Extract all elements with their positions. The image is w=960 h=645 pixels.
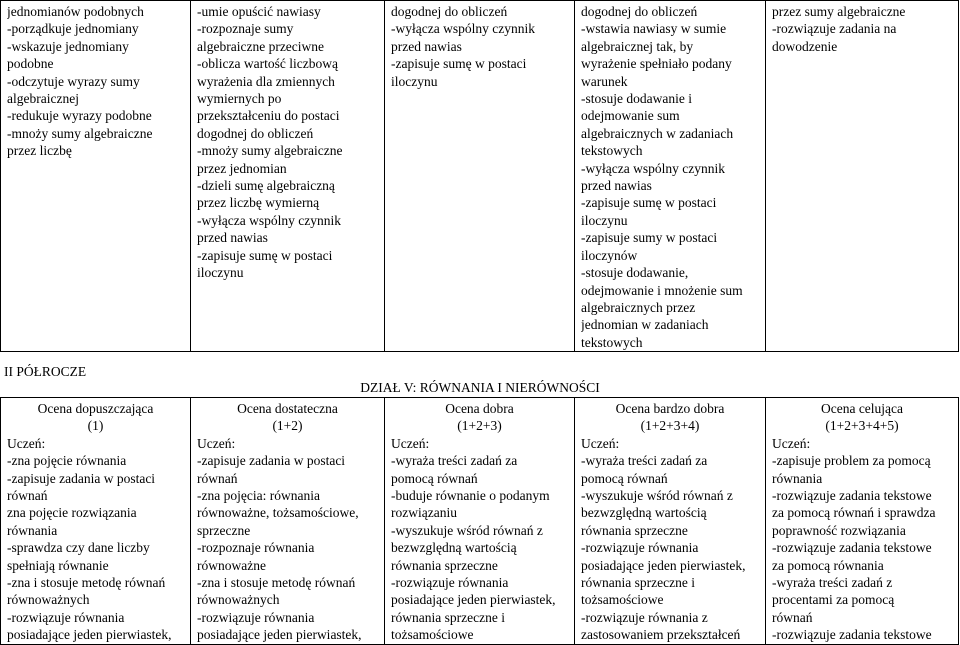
grade-2-header [197,400,378,435]
grade-3-header [391,400,568,435]
grade-col-1 [1,398,191,645]
criteria-line: -zna i stosuje metodę równań [197,575,356,591]
criteria-line: równania sprzeczne [391,557,498,573]
criteria-line: jednomianów podobnych [7,4,144,19]
criteria-line: przed nawias [391,38,462,54]
criteria-line: tekstowych [581,334,643,350]
criteria-line: zna pojęcie rozwiązania [7,505,137,521]
grade-header-line: Ocena dobra [445,401,514,416]
criteria-line: pomocą równań [581,470,668,486]
grade-2-lines [197,435,378,644]
grade-header-line: Ocena celująca [820,401,904,416]
grades-row [1,398,959,645]
criteria-line: posiadające jeden pierwiastek, [581,557,746,573]
grade-header-line: Ocena dopuszczająca [37,401,154,416]
criteria-line: -zapisuje sumy w postaci [581,230,718,246]
criteria-line: -rozwiązuje równania z [581,609,708,625]
criteria-line: -wyłącza wspólny czynnik [581,160,725,176]
top-col-1-lines [7,3,184,160]
criteria-line: równań [197,470,238,486]
criteria-line: równoważnych [197,592,280,608]
criteria-line: algebraiczne przeciwne [197,38,325,54]
criteria-line: -zapisuje sumę w postaci [581,195,717,211]
criteria-line: dogodnej do obliczeń [391,4,508,19]
criteria-line: -mnoży sumy algebraiczne [197,143,343,159]
criteria-line: równania sprzeczne i [581,575,695,591]
criteria-line: tożsamościowe [581,592,664,608]
grade-header-line: Ocena bardzo dobra [615,401,725,416]
grade-1-lines [7,435,184,644]
criteria-line: -wyraża treści zadań za [581,453,708,469]
criteria-line: Uczeń: [7,435,46,451]
criteria-line: -umie opuścić nawiasy [197,4,321,19]
criteria-line: -zapisuje sumę w postaci [197,247,333,263]
criteria-line: -porządkuje jednomiany [7,21,139,37]
criteria-line: za pomocą równań i sprawdza [772,505,936,521]
criteria-line: odejmowanie i mnożenie sum [581,282,743,298]
criteria-line: -mnoży sumy algebraiczne [7,125,153,141]
criteria-line: -stosuje dodawanie i [581,91,692,107]
grade-header-line: Ocena dostateczna [237,401,338,416]
criteria-line: iloczynów [581,247,638,263]
criteria-line: -rozwiązuje zadania tekstowe [772,627,932,643]
criteria-line: algebraicznych przez [581,299,696,315]
criteria-line: -dzieli sumę algebraiczną [197,178,335,194]
criteria-line: -rozpoznaje sumy [197,21,294,37]
criteria-line: algebraicznej tak, by [581,38,694,54]
criteria-line: -wskazuje jednomiany [7,38,129,54]
criteria-line: Uczeń: [772,435,811,451]
criteria-line: równoważne [197,557,266,573]
criteria-line: -rozwiązuje równania [581,540,699,556]
criteria-line: przez liczbę wymierną [197,195,320,211]
criteria-line: posiadające jeden pierwiastek, [7,627,172,643]
grades-table [0,397,959,645]
grade-header-line: (1+2+3+4) [640,418,700,434]
grade-header-line: (1+2) [272,418,303,434]
criteria-line: -zna pojęcie równania [7,453,127,469]
criteria-line: dogodnej do obliczeń [197,125,314,141]
criteria-line: dogodnej do obliczeń [581,4,698,19]
top-col-2 [191,1,385,352]
criteria-line: równoważnych [7,592,90,608]
criteria-line: spełniają równanie [7,557,109,573]
criteria-line: odejmowanie sum [581,108,680,124]
grade-4-lines [581,435,759,644]
criteria-line: posiadające jeden pierwiastek, [391,592,556,608]
criteria-line: wyrażenie spełniało podany [581,56,732,72]
criteria-line: Uczeń: [197,435,236,451]
criteria-line: -zna pojęcia: równania [197,488,320,504]
criteria-line: -rozwiązuje zadania tekstowe [772,488,932,504]
criteria-line: procentami za pomocą [772,592,895,608]
grade-4-header [581,400,759,435]
criteria-line: -rozwiązuje zadania tekstowe [772,540,932,556]
criteria-line: iloczynu [391,73,438,89]
criteria-line: sprzeczne [197,522,251,538]
criteria-line: -rozwiązuje równania [391,575,509,591]
grade-col-2 [191,398,385,645]
top-col-3 [385,1,575,352]
criteria-line: przez jednomian [197,160,287,176]
criteria-line: bezwzględną wartością [581,505,707,521]
criteria-line: równania sprzeczne [581,522,688,538]
criteria-line: -zna i stosuje metodę równań [7,575,166,591]
criteria-line: rozwiązaniu [391,505,457,521]
criteria-line: przekształceniu do postaci [197,108,340,124]
grade-5-header [772,400,952,435]
criteria-line: wymiernych po [197,91,282,107]
criteria-line: algebraicznych w zadaniach [581,125,734,141]
criteria-line: iloczynu [581,212,628,228]
criteria-line: -rozwiązuje zadania na [772,21,897,37]
grade-header-line: (1+2+3) [457,418,502,434]
criteria-line: przed nawias [581,178,652,194]
top-col-4 [575,1,766,352]
top-col-3-lines [391,3,568,90]
criteria-line: -wyraża treści zadań za [391,453,518,469]
criteria-line: -wyłącza wspólny czynnik [197,212,341,228]
criteria-line: Uczeń: [581,435,620,451]
grade-col-5 [766,398,959,645]
top-col-5-lines [772,3,952,55]
criteria-line: -zapisuje zadania w postaci [197,453,346,469]
criteria-line: równania [772,470,823,486]
grade-5-lines [772,435,952,644]
criteria-line: równoważne, tożsamościowe, [197,505,359,521]
top-col-4-lines [581,3,759,351]
section-title: DZIAŁ V: RÓWNANIA I NIERÓWNOŚCI [360,380,600,395]
grade-col-3 [385,398,575,645]
criteria-line: równania [7,522,58,538]
top-col-1 [1,1,191,352]
grade-1-header [7,400,184,435]
grade-header-line: (1) [87,418,104,434]
criteria-line: równań [772,609,813,625]
criteria-line: dowodzenie [772,38,838,54]
criteria-line: -rozwiązuje równania [197,609,315,625]
criteria-line: przez sumy algebraiczne [772,4,906,19]
criteria-line: -wstawia nawiasy w sumie [581,21,727,37]
top-col-5 [766,1,959,352]
criteria-line: -wyłącza wspólny czynnik [391,21,535,37]
top-criteria-row [1,1,959,352]
top-col-2-lines [197,3,378,282]
criteria-line: -zapisuje sumę w postaci [391,56,527,72]
criteria-line: tekstowych [581,143,643,159]
criteria-line: -zapisuje zadania w postaci [7,470,156,486]
criteria-line: posiadające jeden pierwiastek, [197,627,362,643]
criteria-line: algebraicznej [7,91,79,107]
criteria-line: zastosowaniem przekształceń [581,627,741,643]
criteria-line: poprawność rozwiązania [772,522,906,538]
grade-header-line: (1+2+3+4+5) [825,418,899,434]
criteria-line: za pomocą równania [772,557,884,573]
criteria-line: -stosuje dodawanie, [581,265,689,281]
criteria-line: jednomian w zadaniach [581,317,709,333]
grade-3-lines [391,435,568,644]
criteria-line: równania sprzeczne i [391,609,505,625]
criteria-line: -wyraża treści zadań z [772,575,893,591]
criteria-line: wyrażenia dla zmiennych [197,73,335,89]
criteria-line: warunek [581,73,628,89]
criteria-line: -redukuje wyrazy podobne [7,108,152,124]
criteria-line: -oblicza wartość liczbową [197,56,338,72]
criteria-line: -zapisuje problem za pomocą [772,453,931,469]
criteria-line: równań [7,488,48,504]
criteria-line: tożsamościowe [391,627,474,643]
criteria-line: -wyszukuje wśród równań z [391,522,543,538]
criteria-line: Uczeń: [391,435,430,451]
criteria-line: przed nawias [197,230,268,246]
criteria-line: podobne [7,56,54,72]
criteria-line: iloczynu [197,265,244,281]
semester-label: II PÓŁROCZE [4,364,87,379]
criteria-line: -rozpoznaje równania [197,540,315,556]
criteria-line: przez liczbę [7,143,72,159]
criteria-line: pomocą równań [391,470,478,486]
criteria-line: -sprawdza czy dane liczby [7,540,150,556]
criteria-line: bezwzględną wartością [391,540,517,556]
criteria-line: -wyszukuje wśród równań z [581,488,733,504]
criteria-line: -buduje równanie o podanym [391,488,550,504]
criteria-line: -odczytuje wyrazy sumy [7,73,140,89]
criteria-line: -rozwiązuje równania [7,609,125,625]
grade-col-4 [575,398,766,645]
